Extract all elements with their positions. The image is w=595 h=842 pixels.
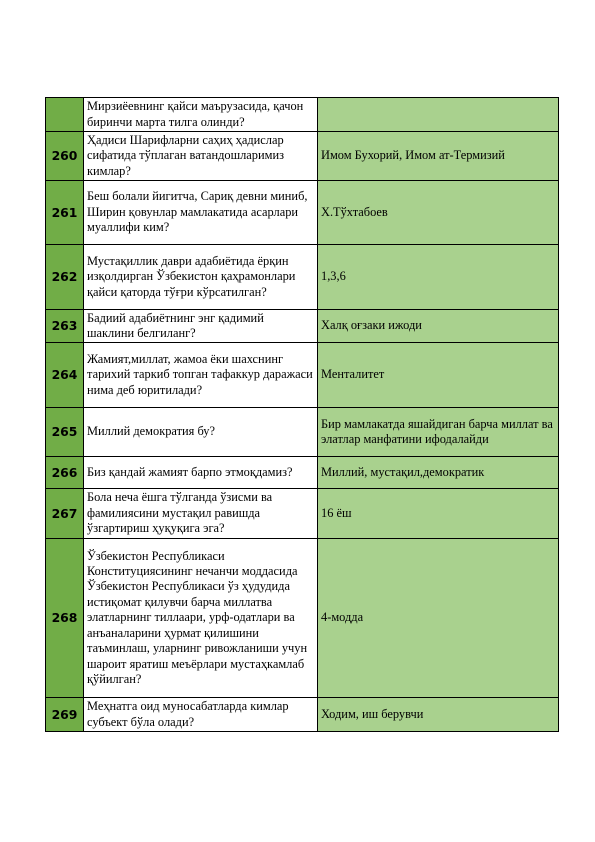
answer-cell: 4-модда bbox=[318, 539, 559, 698]
answer-cell: Бир мамлакатда яшайдиган барча миллат ва элатлар манфатини ифодалайди bbox=[318, 408, 559, 457]
row-number: 265 bbox=[46, 408, 84, 457]
answer-cell bbox=[318, 98, 559, 132]
question-cell: Мирзиёевнинг қайси маърузасида, қачон биринчи марта тилга олинди? bbox=[84, 98, 318, 132]
table-row bbox=[46, 408, 559, 457]
answer-cell: 16 ёш bbox=[318, 489, 559, 539]
qa-table bbox=[45, 97, 559, 732]
table-row bbox=[46, 181, 559, 245]
answer-cell: Х.Тўхтабоев bbox=[318, 181, 559, 245]
question-cell: Меҳнатга оид муносабатларда кимлар субъект бўла олади? bbox=[84, 698, 318, 732]
table-row bbox=[46, 343, 559, 408]
question-cell: Беш болали йигитча, Сариқ девни миниб, Ширин қовунлар мамлакатида асарлари муаллифи ким? bbox=[84, 181, 318, 245]
question-cell: Биз қандай жамият барпо этмоқдамиз? bbox=[84, 457, 318, 489]
row-number: 268 bbox=[46, 539, 84, 698]
row-number: 266 bbox=[46, 457, 84, 489]
row-number bbox=[46, 98, 84, 132]
table-row bbox=[46, 698, 559, 732]
table-row bbox=[46, 539, 559, 698]
row-number: 267 bbox=[46, 489, 84, 539]
question-cell: Ҳадиси Шарифларни саҳиҳ ҳадислар сифатида тўплаган ватандошларимиз кимлар? bbox=[84, 132, 318, 181]
table-row bbox=[46, 489, 559, 539]
table-row bbox=[46, 245, 559, 310]
answer-cell: 1,3,6 bbox=[318, 245, 559, 310]
question-cell: Бола неча ёшга тўлганда ўзисми ва фамилиясини мустақил равишда ўзгартириш ҳуқуқига эга? bbox=[84, 489, 318, 539]
table-row bbox=[46, 310, 559, 343]
question-cell: Миллий демократия бу? bbox=[84, 408, 318, 457]
question-cell: Жамият,миллат, жамоа ёки шахснинг тарихий таркиб топган тафаккур даражаси нима деб юритилади? bbox=[84, 343, 318, 408]
answer-cell: Менталитет bbox=[318, 343, 559, 408]
table-row bbox=[46, 457, 559, 489]
question-cell: Мустақиллик даври адабиётида ёрқин изқолдирган Ўзбекистон қаҳрамонлари қайси қаторда тўғри кўрсатилган? bbox=[84, 245, 318, 310]
answer-cell: Ходим, иш берувчи bbox=[318, 698, 559, 732]
row-number: 264 bbox=[46, 343, 84, 408]
row-number: 260 bbox=[46, 132, 84, 181]
answer-cell: Имом Бухорий, Имом ат-Термизий bbox=[318, 132, 559, 181]
row-number: 269 bbox=[46, 698, 84, 732]
row-number: 263 bbox=[46, 310, 84, 343]
question-cell: Бадиий адабиётнинг энг қадимий шаклини белгиланг? bbox=[84, 310, 318, 343]
answer-cell: Халқ оғзаки ижоди bbox=[318, 310, 559, 343]
table-row bbox=[46, 98, 559, 132]
row-number: 261 bbox=[46, 181, 84, 245]
row-number: 262 bbox=[46, 245, 84, 310]
question-cell: Ўзбекистон Республикаси Конституциясининг нечанчи моддасида Ўзбекистон Республикаси ўз ҳудудида истиқомат қилувчи барча миллатва элатларнинг тиллаари, урф-одатлари ва анъаналарини ҳурмат қилишини таъминлаш, уларнинг ривожланиши учун шароит яратиш меъёрлари мустаҳкамлаб қўйилган? bbox=[84, 539, 318, 698]
answer-cell: Миллий, мустақил,демократик bbox=[318, 457, 559, 489]
table-row bbox=[46, 132, 559, 181]
